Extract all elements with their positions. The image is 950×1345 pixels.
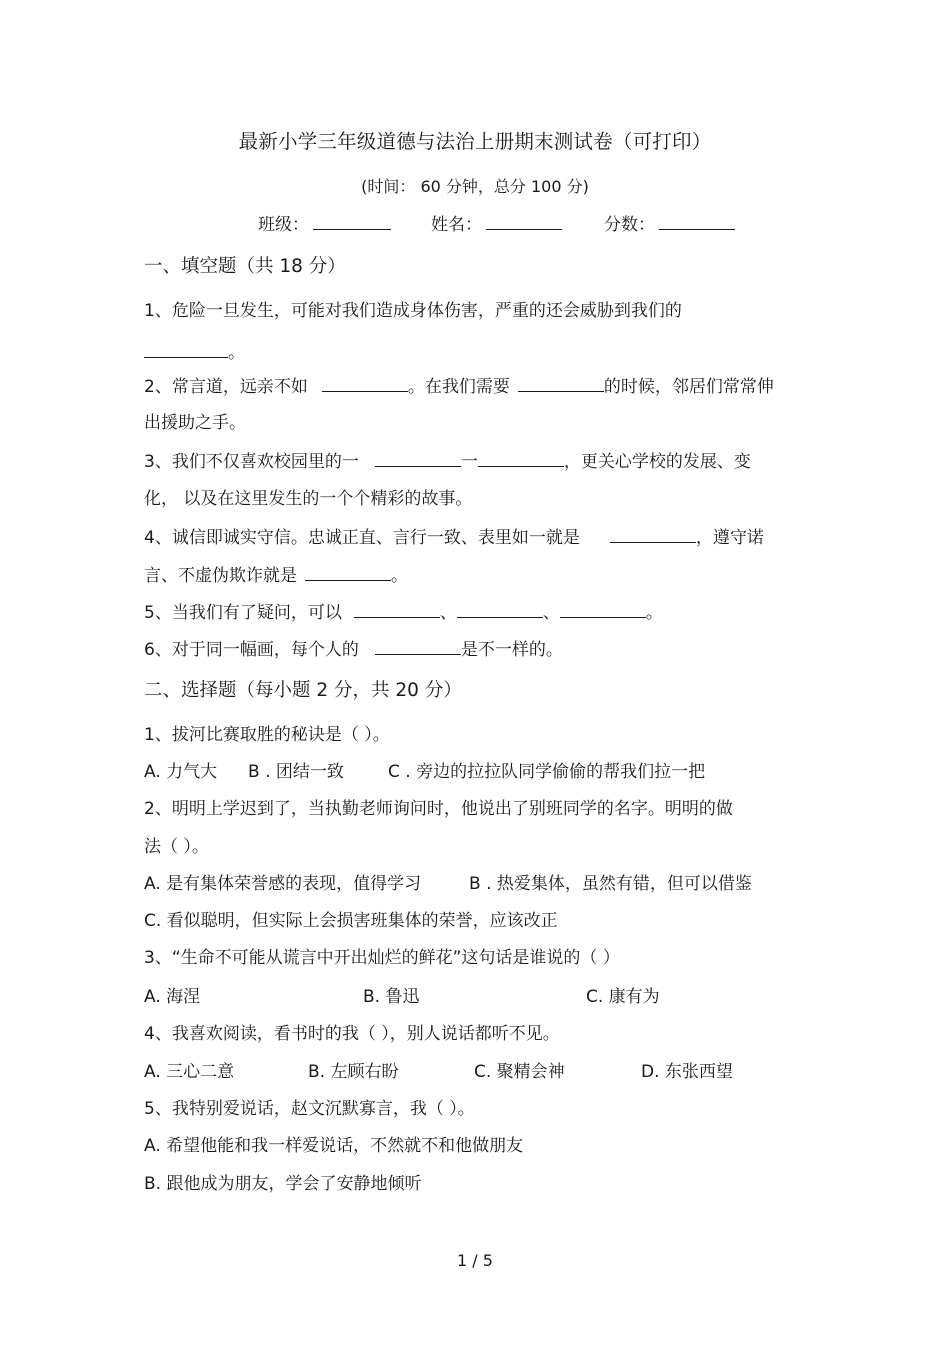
choice-q1-option-c: C . 旁边的拉拉队同学偷偷的帮我们拉一把 bbox=[388, 762, 706, 782]
choice-q5: 5、我特别爱说话，赵文沉默寡言，我（ ）。 bbox=[144, 1099, 475, 1119]
choice-q3-option-c: C. 康有为 bbox=[586, 987, 660, 1007]
fill-q1-end: 。 bbox=[228, 343, 245, 363]
choice-q2-line1: 2、明明上学迟到了，当执勤老师询问时，他说出了别班同学的名字。明明的做 bbox=[144, 799, 733, 819]
fill-q5-sep-1: 、 bbox=[439, 603, 457, 623]
fill-q3-blank-1 bbox=[375, 449, 461, 467]
choice-q3-option-a: A. 海涅 bbox=[144, 987, 201, 1007]
name-label: 姓名： bbox=[431, 215, 482, 235]
fill-q3-text-a: 3、我们不仅喜欢校园里的一 bbox=[144, 452, 359, 472]
fill-q5 bbox=[144, 600, 663, 624]
choice-q5-option-b: B. 跟他成为朋友，学会了安静地倾听 bbox=[144, 1174, 422, 1194]
choice-q2-line2: 法（ ）。 bbox=[144, 837, 209, 857]
fill-q4-text-a: 4、诚信即诚实守信。忠诚正直、言行一致、表里如一就是 bbox=[144, 528, 580, 548]
choice-q4-option-c: C. 聚精会神 bbox=[474, 1062, 565, 1082]
fill-q4-line1 bbox=[144, 525, 764, 549]
choice-q2-option-b: B . 热爱集体，虽然有错，但可以借鉴 bbox=[469, 874, 752, 894]
fill-q6 bbox=[144, 637, 563, 661]
exam-subtitle: (时间： 60 分钟，总分 100 分) bbox=[361, 177, 589, 196]
choice-q5-option-a: A. 希望他能和我一样爱说话，不然就不和他做朋友 bbox=[144, 1136, 524, 1156]
choice-q4-option-a: A. 三心二意 bbox=[144, 1062, 235, 1082]
fill-q3-text-c: ，更关心学校的发展、变 bbox=[563, 452, 751, 472]
score-field bbox=[604, 212, 735, 236]
fill-q2-line2: 出援助之手。 bbox=[144, 413, 246, 433]
fill-q1-blank bbox=[144, 340, 228, 358]
fill-q2-line1 bbox=[144, 374, 774, 398]
choice-q1: 1、拔河比赛取胜的秘诀是（ ）。 bbox=[144, 725, 390, 745]
choice-q1-option-b: B . 团结一致 bbox=[248, 762, 344, 782]
fill-q4-blank-1 bbox=[610, 525, 696, 543]
fill-q2-text-c: 的时候，邻居们常常伸 bbox=[603, 377, 774, 397]
class-field bbox=[258, 212, 391, 236]
fill-q5-text-a: 5、当我们有了疑问，可以 bbox=[144, 603, 342, 623]
score-blank bbox=[659, 212, 735, 230]
fill-q3-line1 bbox=[144, 449, 751, 473]
fill-q4-blank-2 bbox=[305, 563, 391, 581]
fill-q1-line1: 1、危险一旦发生，可能对我们造成身体伤害，严重的还会威胁到我们的 bbox=[144, 301, 682, 321]
fill-q2-blank-2 bbox=[518, 374, 604, 392]
fill-q2-text-b: 。在我们需要 bbox=[407, 377, 510, 397]
page-number: 1 / 5 bbox=[457, 1251, 493, 1270]
fill-q5-blank-3 bbox=[560, 600, 646, 618]
choice-q3-option-b: B. 鲁迅 bbox=[363, 987, 420, 1007]
fill-q3-blank-2 bbox=[478, 449, 564, 467]
fill-q4-text-b: ，遵守诺 bbox=[695, 528, 764, 548]
exam-title: 最新小学三年级道德与法治上册期末测试卷（可打印） bbox=[238, 130, 712, 153]
fill-q3-text-b: 一 bbox=[460, 452, 478, 472]
fill-q2-text-a: 2、常言道，远亲不如 bbox=[144, 377, 308, 397]
score-label: 分数： bbox=[604, 215, 655, 235]
class-label: 班级： bbox=[258, 215, 309, 235]
fill-q6-blank bbox=[375, 637, 461, 655]
fill-q2-blank-1 bbox=[322, 374, 408, 392]
choice-q1-option-a: A. 力气大 bbox=[144, 762, 218, 782]
choice-q4-option-d: D. 东张西望 bbox=[641, 1062, 733, 1082]
fill-q6-text-b: 是不一样的。 bbox=[460, 640, 563, 660]
fill-q4-line2 bbox=[144, 563, 408, 587]
fill-q1-line2 bbox=[144, 340, 245, 364]
fill-q5-blank-2 bbox=[457, 600, 543, 618]
choice-q4: 4、我喜欢阅读，看书时的我（ ），别人说话都听不见。 bbox=[144, 1024, 560, 1044]
class-blank bbox=[313, 212, 391, 230]
fill-q6-text-a: 6、对于同一幅画，每个人的 bbox=[144, 640, 359, 660]
fill-q4-text-c: 言、不虚伪欺诈就是 bbox=[144, 566, 297, 586]
section-2-heading: 二、选择题（每小题 2 分，共 20 分） bbox=[144, 680, 462, 701]
name-blank bbox=[486, 212, 562, 230]
section-1-heading: 一、填空题（共 18 分） bbox=[144, 256, 346, 277]
name-field bbox=[431, 212, 562, 236]
fill-q4-text-d: 。 bbox=[391, 566, 408, 586]
choice-q2-option-c: C. 看似聪明，但实际上会损害班集体的荣誉，应该改正 bbox=[144, 911, 558, 931]
fill-q5-sep-2: 、 bbox=[542, 603, 560, 623]
fill-q3-line2: 化， 以及在这里发生的一个个精彩的故事。 bbox=[144, 489, 473, 509]
fill-q5-blank-1 bbox=[354, 600, 440, 618]
fill-q5-end: 。 bbox=[645, 603, 663, 623]
choice-q3: 3、“生命不可能从谎言中开出灿烂的鲜花”这句话是谁说的（ ） bbox=[144, 948, 620, 968]
choice-q4-option-b: B. 左顾右盼 bbox=[308, 1062, 399, 1082]
choice-q2-option-a: A. 是有集体荣誉感的表现，值得学习 bbox=[144, 874, 422, 894]
